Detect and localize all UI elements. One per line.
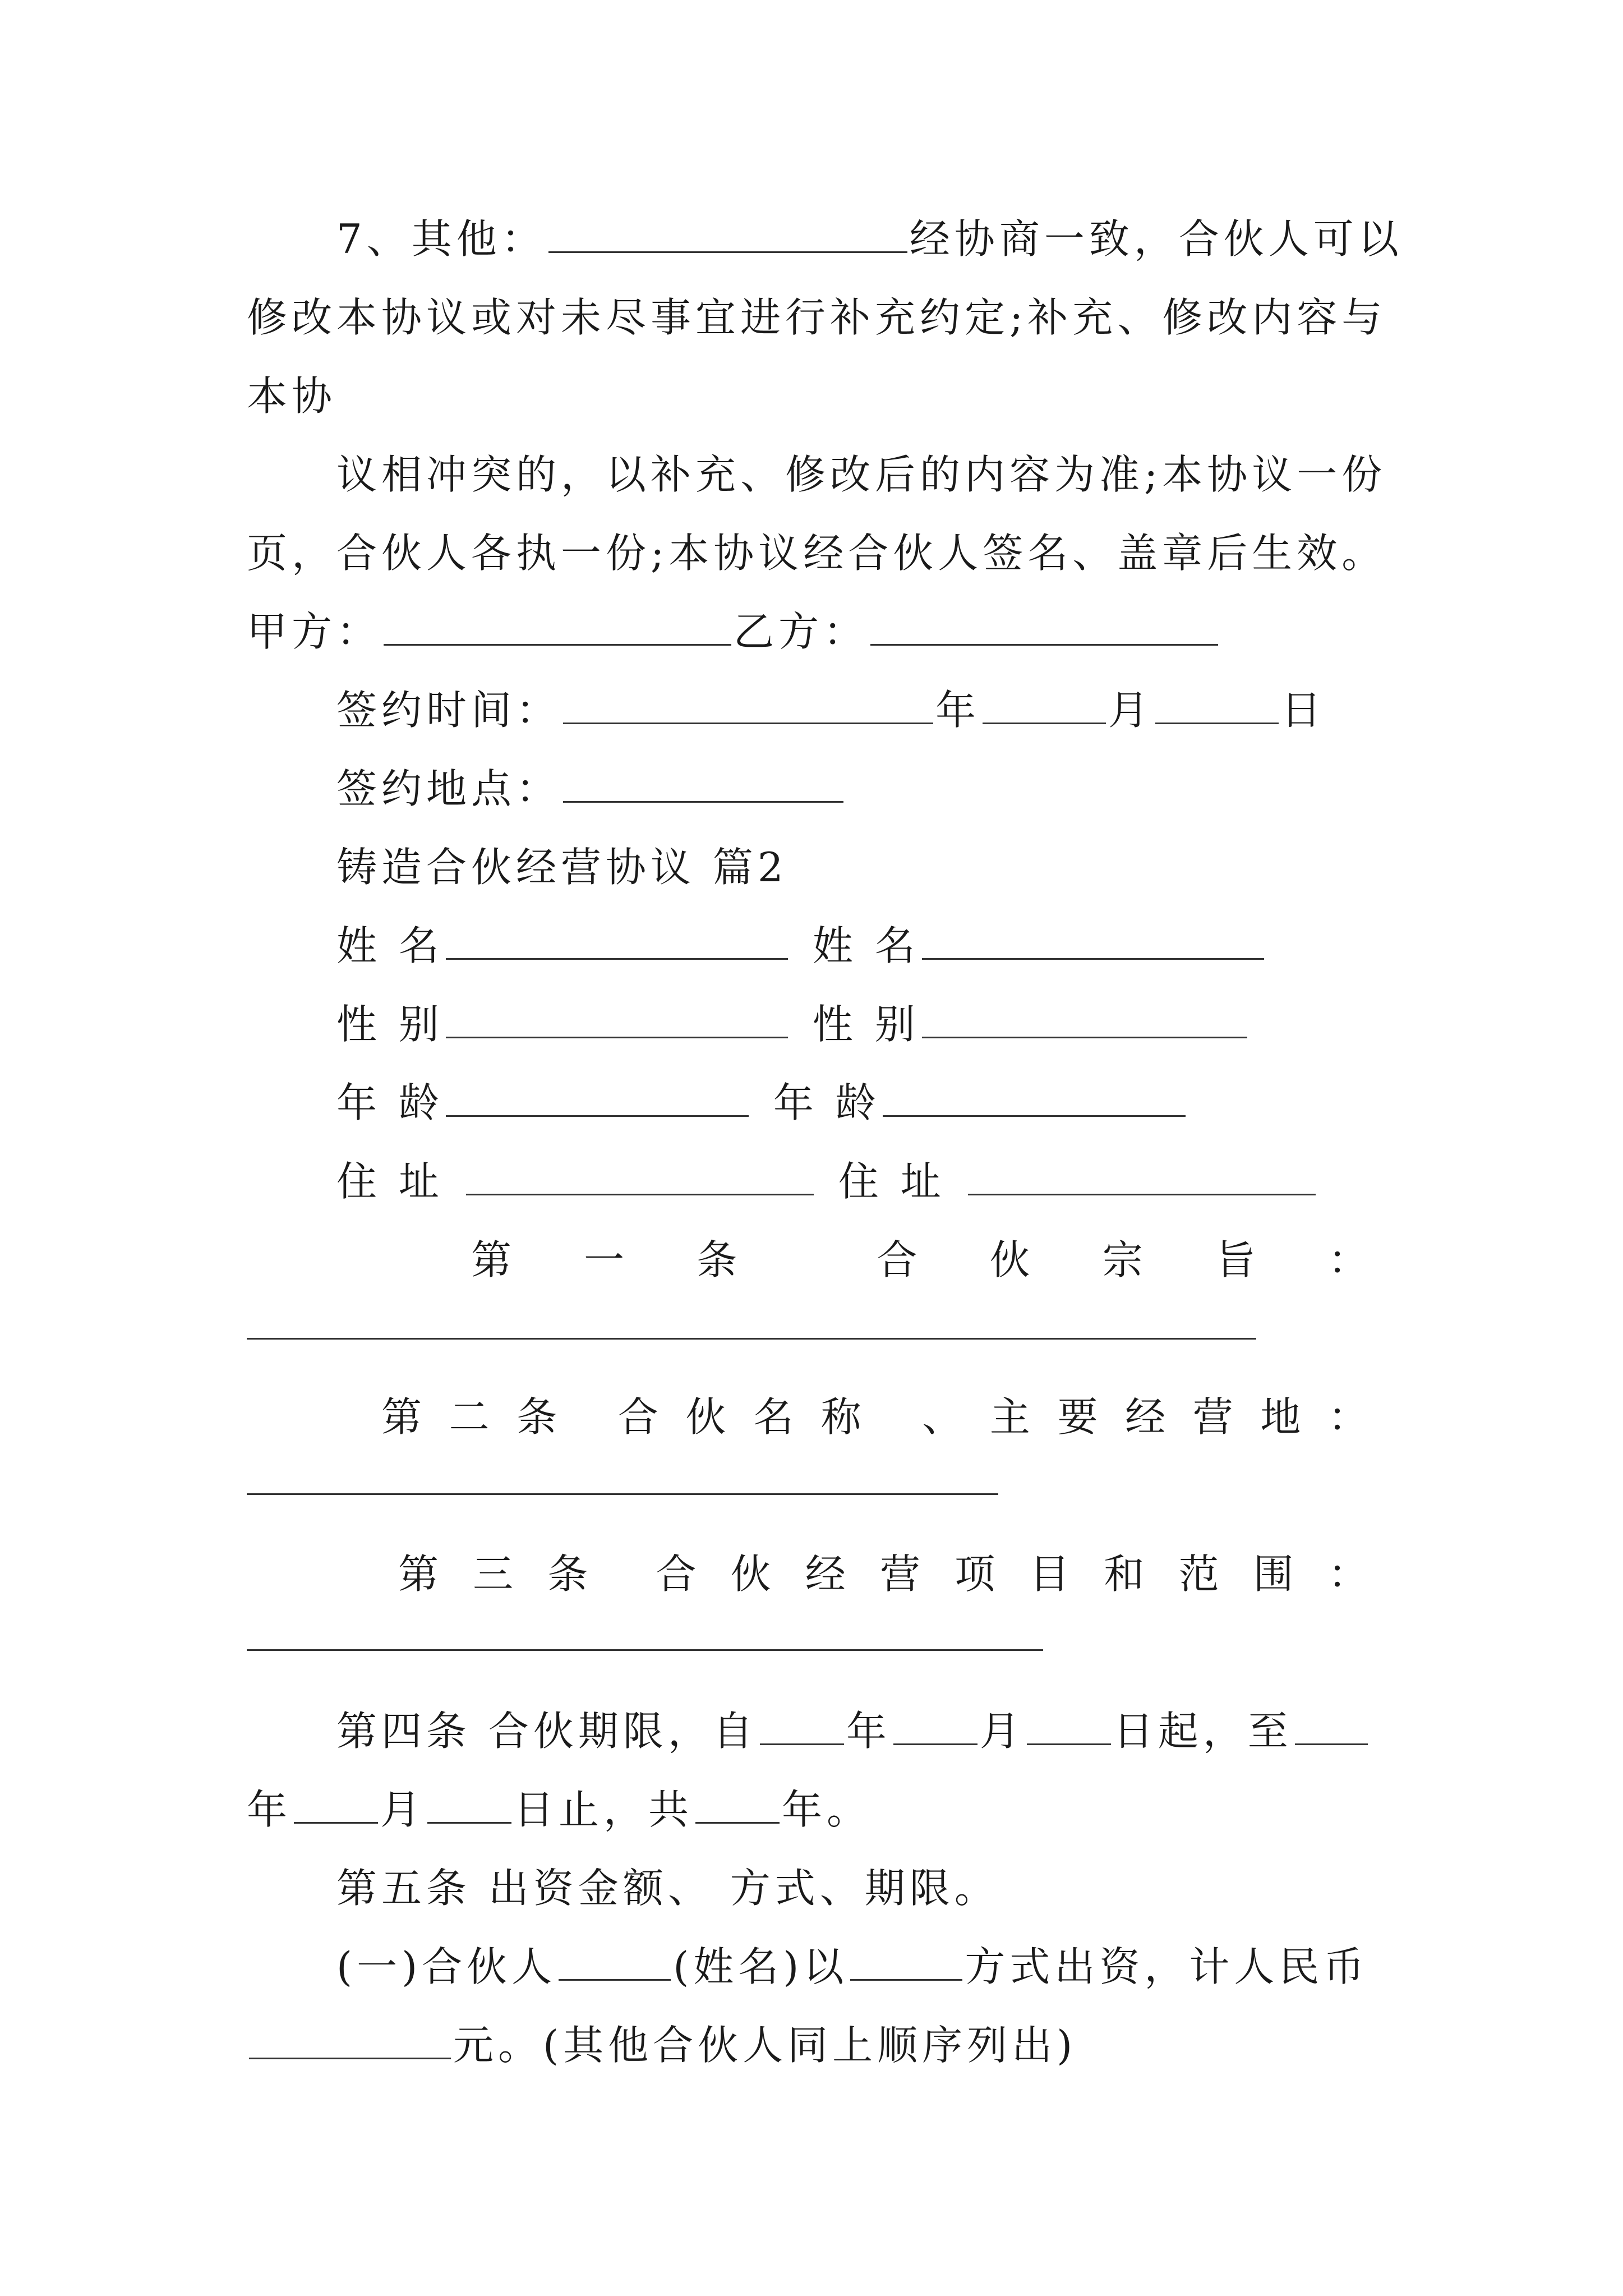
a4-to-month-blank [294, 1783, 378, 1824]
a4-year: 年 [846, 1708, 891, 1755]
a3-char: 围 [1253, 1550, 1294, 1598]
a1-char: 宗 [1102, 1236, 1143, 1283]
blank-other [548, 212, 907, 253]
a4-month-blank [893, 1704, 978, 1745]
address-blank-1 [466, 1154, 814, 1195]
a2-char: 经 [1125, 1393, 1166, 1441]
age-row [336, 1076, 1188, 1130]
a1-char: 条 [697, 1236, 737, 1283]
party-line [247, 605, 1220, 659]
year-label: 年 [935, 687, 981, 734]
party-a-label: 甲方： [247, 608, 382, 655]
a5-1-c: 方式出资，计人民币 [965, 1943, 1369, 1990]
a4-to-year: 年 [247, 1786, 292, 1833]
para7-line5: 页，合伙人各执一份;本协议经合伙人签名、盖章后生效。 [247, 530, 1387, 577]
method-blank [850, 1940, 962, 1981]
address-label-1: 住 址 [336, 1158, 444, 1205]
a1-char: 合 [877, 1236, 917, 1283]
age-blank-2 [883, 1076, 1186, 1117]
a5-1-a: (一)合伙人 [336, 1943, 557, 1990]
para7-label: 7、其他： [336, 215, 546, 263]
a4-to: 日止，共 [514, 1786, 694, 1833]
a2-char: 要 [1057, 1393, 1098, 1441]
party-b-label: 乙方： [734, 608, 869, 655]
name-blank-1 [446, 919, 788, 960]
a4-total-blank [695, 1783, 780, 1824]
a3-char: 范 [1178, 1550, 1219, 1598]
a2-char: 、 [922, 1393, 963, 1441]
article-4-line1 [336, 1704, 1370, 1758]
gender-label-2: 性 别 [812, 1001, 920, 1048]
a1-char: 第 [471, 1236, 512, 1283]
month-label: 月 [1108, 687, 1154, 734]
a4-to-day-blank [427, 1783, 511, 1824]
a3-char: 第 [398, 1550, 439, 1598]
day-label: 日 [1281, 687, 1326, 734]
name-label-2: 姓 名 [812, 922, 920, 969]
name-label-1: 姓 名 [336, 922, 444, 969]
a2-char: 称 [820, 1393, 861, 1441]
a2-char: 二 [449, 1393, 490, 1441]
a4-to-month: 月 [380, 1786, 426, 1833]
para7-line2: 修改本协议或对未尽事宜进行补充约定;补充、修改内容与 [247, 294, 1387, 341]
a3-char: 伙 [730, 1550, 771, 1598]
address-blank-2 [968, 1154, 1316, 1195]
name-row [336, 919, 1266, 973]
gender-row [336, 997, 1249, 1051]
a1-char: 旨 [1215, 1236, 1256, 1283]
a2-char: 合 [617, 1393, 658, 1441]
a4-from: 日起，至 [1113, 1708, 1293, 1755]
age-blank-1 [446, 1076, 749, 1117]
article-5-1-line2 [247, 2018, 1077, 2072]
a2-char: 条 [517, 1393, 557, 1441]
a3-char: 项 [955, 1550, 995, 1598]
gender-blank-1 [446, 997, 788, 1038]
article-3-heading [398, 1547, 1368, 1601]
sign-time-line [336, 683, 1326, 737]
address-row [336, 1154, 1318, 1208]
para7-line1 [336, 212, 1403, 266]
article-3-blank [247, 1649, 1043, 1651]
article-4-line2 [247, 1783, 872, 1837]
a3-char: 目 [1029, 1550, 1070, 1598]
a3-char: 和 [1104, 1550, 1145, 1598]
a3-char: 三 [473, 1550, 514, 1598]
a3-char: 营 [879, 1550, 920, 1598]
a4-year-blank [760, 1704, 844, 1745]
article-5-1-line1 [336, 1940, 1368, 1994]
a1-char: ： [1327, 1236, 1368, 1283]
sign-time-label: 签约时间： [336, 687, 561, 734]
a3-char: 合 [656, 1550, 697, 1598]
a3-char: 条 [547, 1550, 588, 1598]
a5-1-b: (姓名)以 [673, 1943, 849, 1990]
a4-day-blank [1027, 1704, 1111, 1745]
sign-year-blank [563, 683, 933, 724]
a3-char: ： [1327, 1550, 1368, 1598]
a4-to-year-blank [1295, 1704, 1368, 1745]
a4-end: 年。 [782, 1786, 872, 1833]
a2-char: 地 [1260, 1393, 1301, 1441]
article-1-blank [247, 1338, 1256, 1340]
name-blank-2 [922, 919, 1264, 960]
a2-char: 主 [989, 1393, 1030, 1441]
sign-month-blank [983, 683, 1106, 724]
a2-char: 第 [381, 1393, 422, 1441]
age-label-1: 年 龄 [336, 1079, 444, 1126]
age-label-2: 年 龄 [773, 1079, 880, 1126]
gender-blank-2 [922, 997, 1247, 1038]
partner-name-blank [559, 1940, 671, 1981]
a1-char: 一 [584, 1236, 625, 1283]
sign-place-blank [563, 762, 843, 803]
a1-char: 伙 [989, 1236, 1030, 1283]
sign-day-blank [1155, 683, 1279, 724]
a2-char: 伙 [685, 1393, 726, 1441]
para7-line4: 议相冲突的，以补充、修改后的内容为准;本协议一份 [336, 451, 1387, 498]
a2-char: ： [1327, 1393, 1368, 1441]
sign-place-line [336, 762, 846, 816]
article-2-heading [381, 1390, 1368, 1444]
amount-blank [249, 2018, 451, 2059]
party-b-blank [870, 605, 1218, 646]
article-1-heading [471, 1233, 1368, 1287]
a4-month: 月 [979, 1708, 1025, 1755]
a3-char: 经 [805, 1550, 846, 1598]
article-2-blank [247, 1493, 998, 1495]
a4-text: 第四条 合伙期限，自 [336, 1708, 758, 1755]
para7-line3: 本协 [247, 372, 337, 420]
a2-char: 营 [1192, 1393, 1233, 1441]
address-label-2: 住 址 [838, 1158, 946, 1205]
gender-label-1: 性 别 [336, 1001, 444, 1048]
a5-1-d: 元。(其他合伙人同上顺序列出) [453, 2022, 1077, 2069]
section-title: 铸造合伙经营协议 篇2 [336, 844, 788, 891]
party-a-blank [384, 605, 731, 646]
article-5: 第五条 出资金额、 方式、期限。 [336, 1865, 999, 1912]
a2-char: 名 [753, 1393, 794, 1441]
para7-line1-rest: 经协商一致，合伙人可以 [909, 215, 1403, 263]
sign-place-label: 签约地点： [336, 765, 561, 812]
